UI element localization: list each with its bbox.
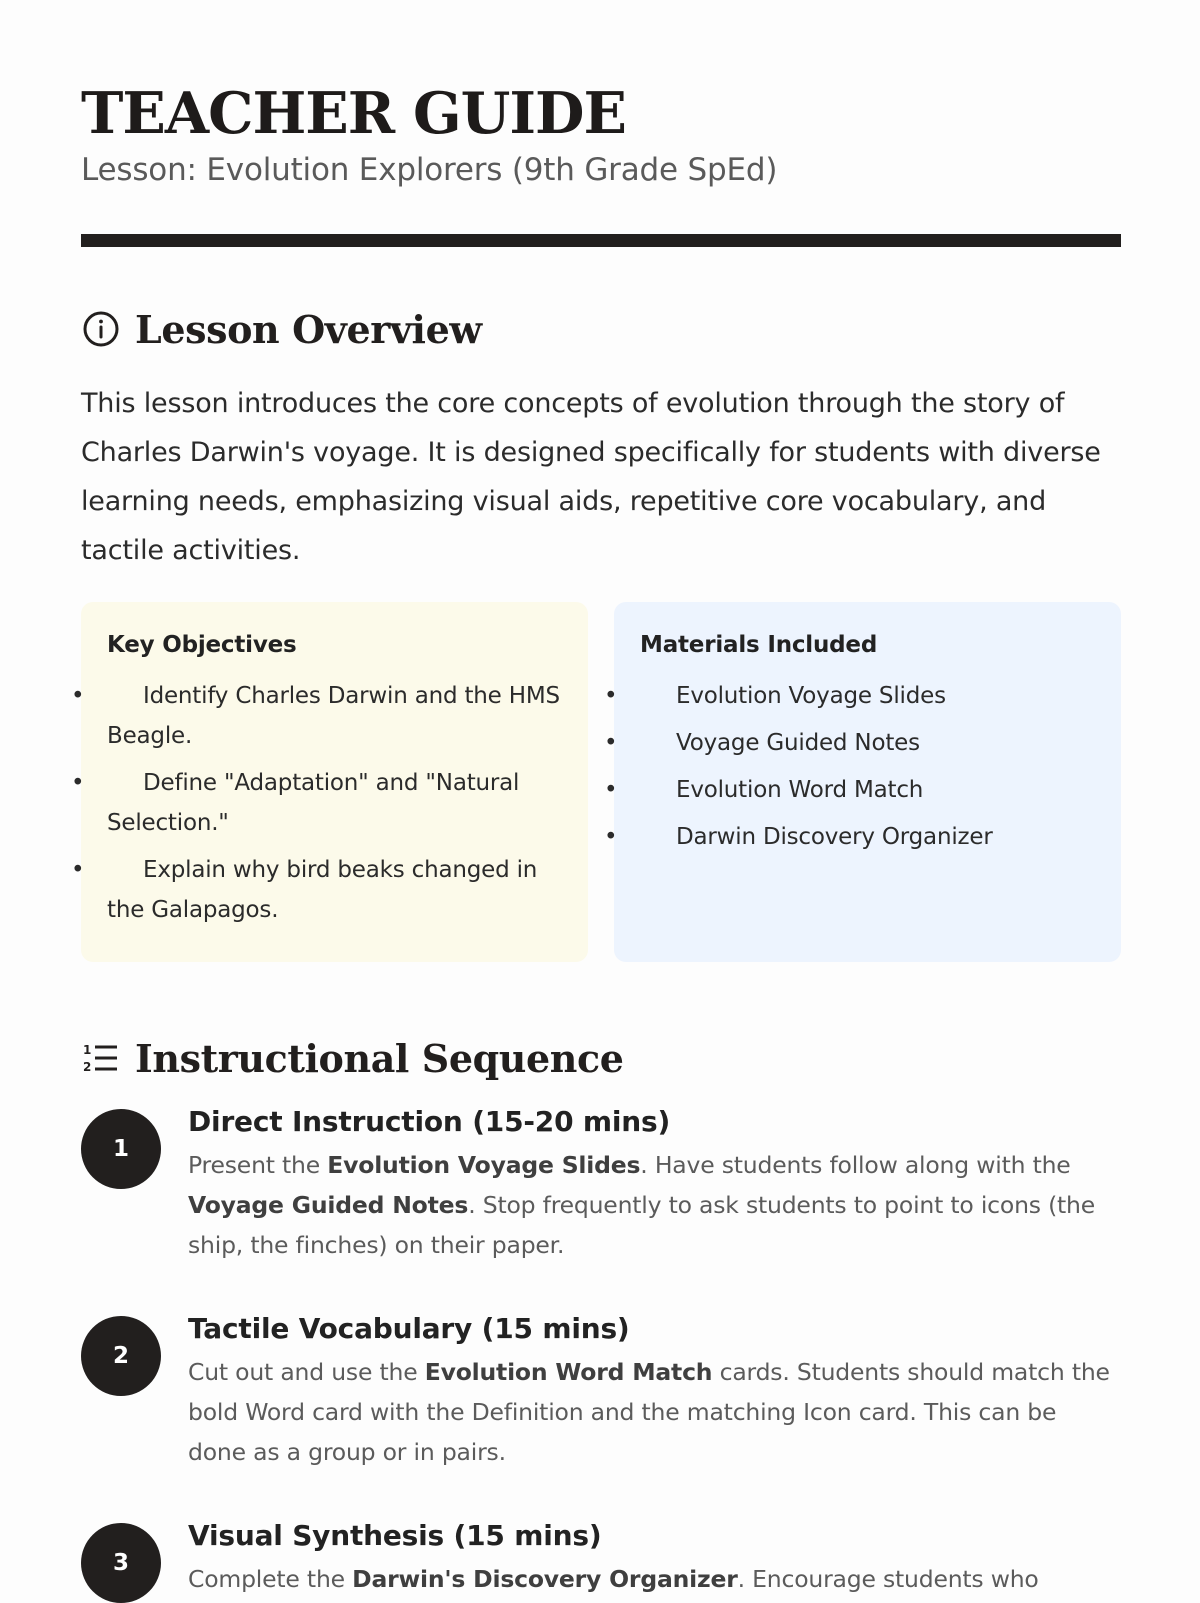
header-divider	[81, 234, 1121, 247]
lesson-subtitle: Lesson: Evolution Explorers (9th Grade SpEd)	[81, 152, 778, 188]
step-title: Direct Instruction (15-20 mins)	[188, 1105, 671, 1138]
step-text: Cut out and use the	[188, 1358, 425, 1386]
step-title: Tactile Vocabulary (15 mins)	[188, 1312, 630, 1345]
overview-paragraph: This lesson introduces the core concepts of evolution through the story of Charles Darwin's voyage. It is designed specifically for students with diverse learning needs, emphasizing visual aids, repetitive core vocabulary, and tactile activities.	[81, 388, 1101, 566]
list-item: • Explain why bird beaks changed in the Galapagos.	[107, 850, 562, 930]
numbered-list-icon	[81, 1038, 121, 1078]
step-text: . Encourage students who	[737, 1565, 1039, 1593]
objectives-list	[107, 676, 562, 930]
list-item: • Darwin Discovery Organizer	[640, 817, 1095, 857]
step-body	[188, 1310, 1121, 1472]
list-item: • Evolution Voyage Slides	[640, 676, 1095, 716]
page-title: TEACHER GUIDE	[81, 80, 626, 147]
sequence-heading-text: Instructional Sequence	[135, 1035, 624, 1081]
info-circle-icon	[81, 309, 121, 349]
step-text: . Stop frequently to ask students to point to icons (the ship, the finches) on their paper.	[188, 1191, 1096, 1259]
materials-list	[640, 676, 1095, 857]
svg-text:1: 1	[83, 1043, 91, 1057]
material-name: Evolution Word Match	[424, 1358, 713, 1386]
materials-card	[614, 602, 1121, 962]
list-item: • Evolution Word Match	[640, 770, 1095, 810]
list-item: • Identify Charles Darwin and the HMS Beagle.	[107, 676, 562, 756]
step-text: Complete the	[188, 1565, 353, 1593]
material-name: Darwin's Discovery Organizer	[352, 1565, 738, 1593]
step-number-badge: 1	[81, 1109, 161, 1189]
step-description	[188, 1352, 1121, 1472]
step-description	[188, 1145, 1121, 1265]
overview-heading	[81, 304, 482, 354]
step-number-badge: 2	[81, 1316, 161, 1396]
material-name: Voyage Guided Notes	[188, 1191, 469, 1219]
step-text: . Have students follow along with the	[640, 1151, 1071, 1179]
objectives-heading: Key Objectives	[107, 632, 297, 658]
list-item: • Voyage Guided Notes	[640, 723, 1095, 763]
step-description	[188, 1559, 1121, 1599]
svg-text:2: 2	[83, 1060, 91, 1074]
step-title: Visual Synthesis (15 mins)	[188, 1519, 602, 1552]
step-number-badge: 3	[81, 1523, 161, 1603]
material-name: Evolution Voyage Slides	[327, 1151, 641, 1179]
materials-heading: Materials Included	[640, 632, 878, 658]
overview-heading-text: Lesson Overview	[135, 306, 482, 352]
step-body	[188, 1103, 1121, 1265]
step-text: Present the	[188, 1151, 328, 1179]
key-objectives-card	[81, 602, 588, 962]
step-body	[188, 1517, 1121, 1599]
sequence-heading	[81, 1033, 624, 1083]
step-text: cards. Students should match the bold Word card with the Definition and the matching Icon card. This can be done as a group or in pairs.	[188, 1358, 1110, 1466]
list-item: • Define "Adaptation" and "Natural Selection."	[107, 763, 562, 843]
